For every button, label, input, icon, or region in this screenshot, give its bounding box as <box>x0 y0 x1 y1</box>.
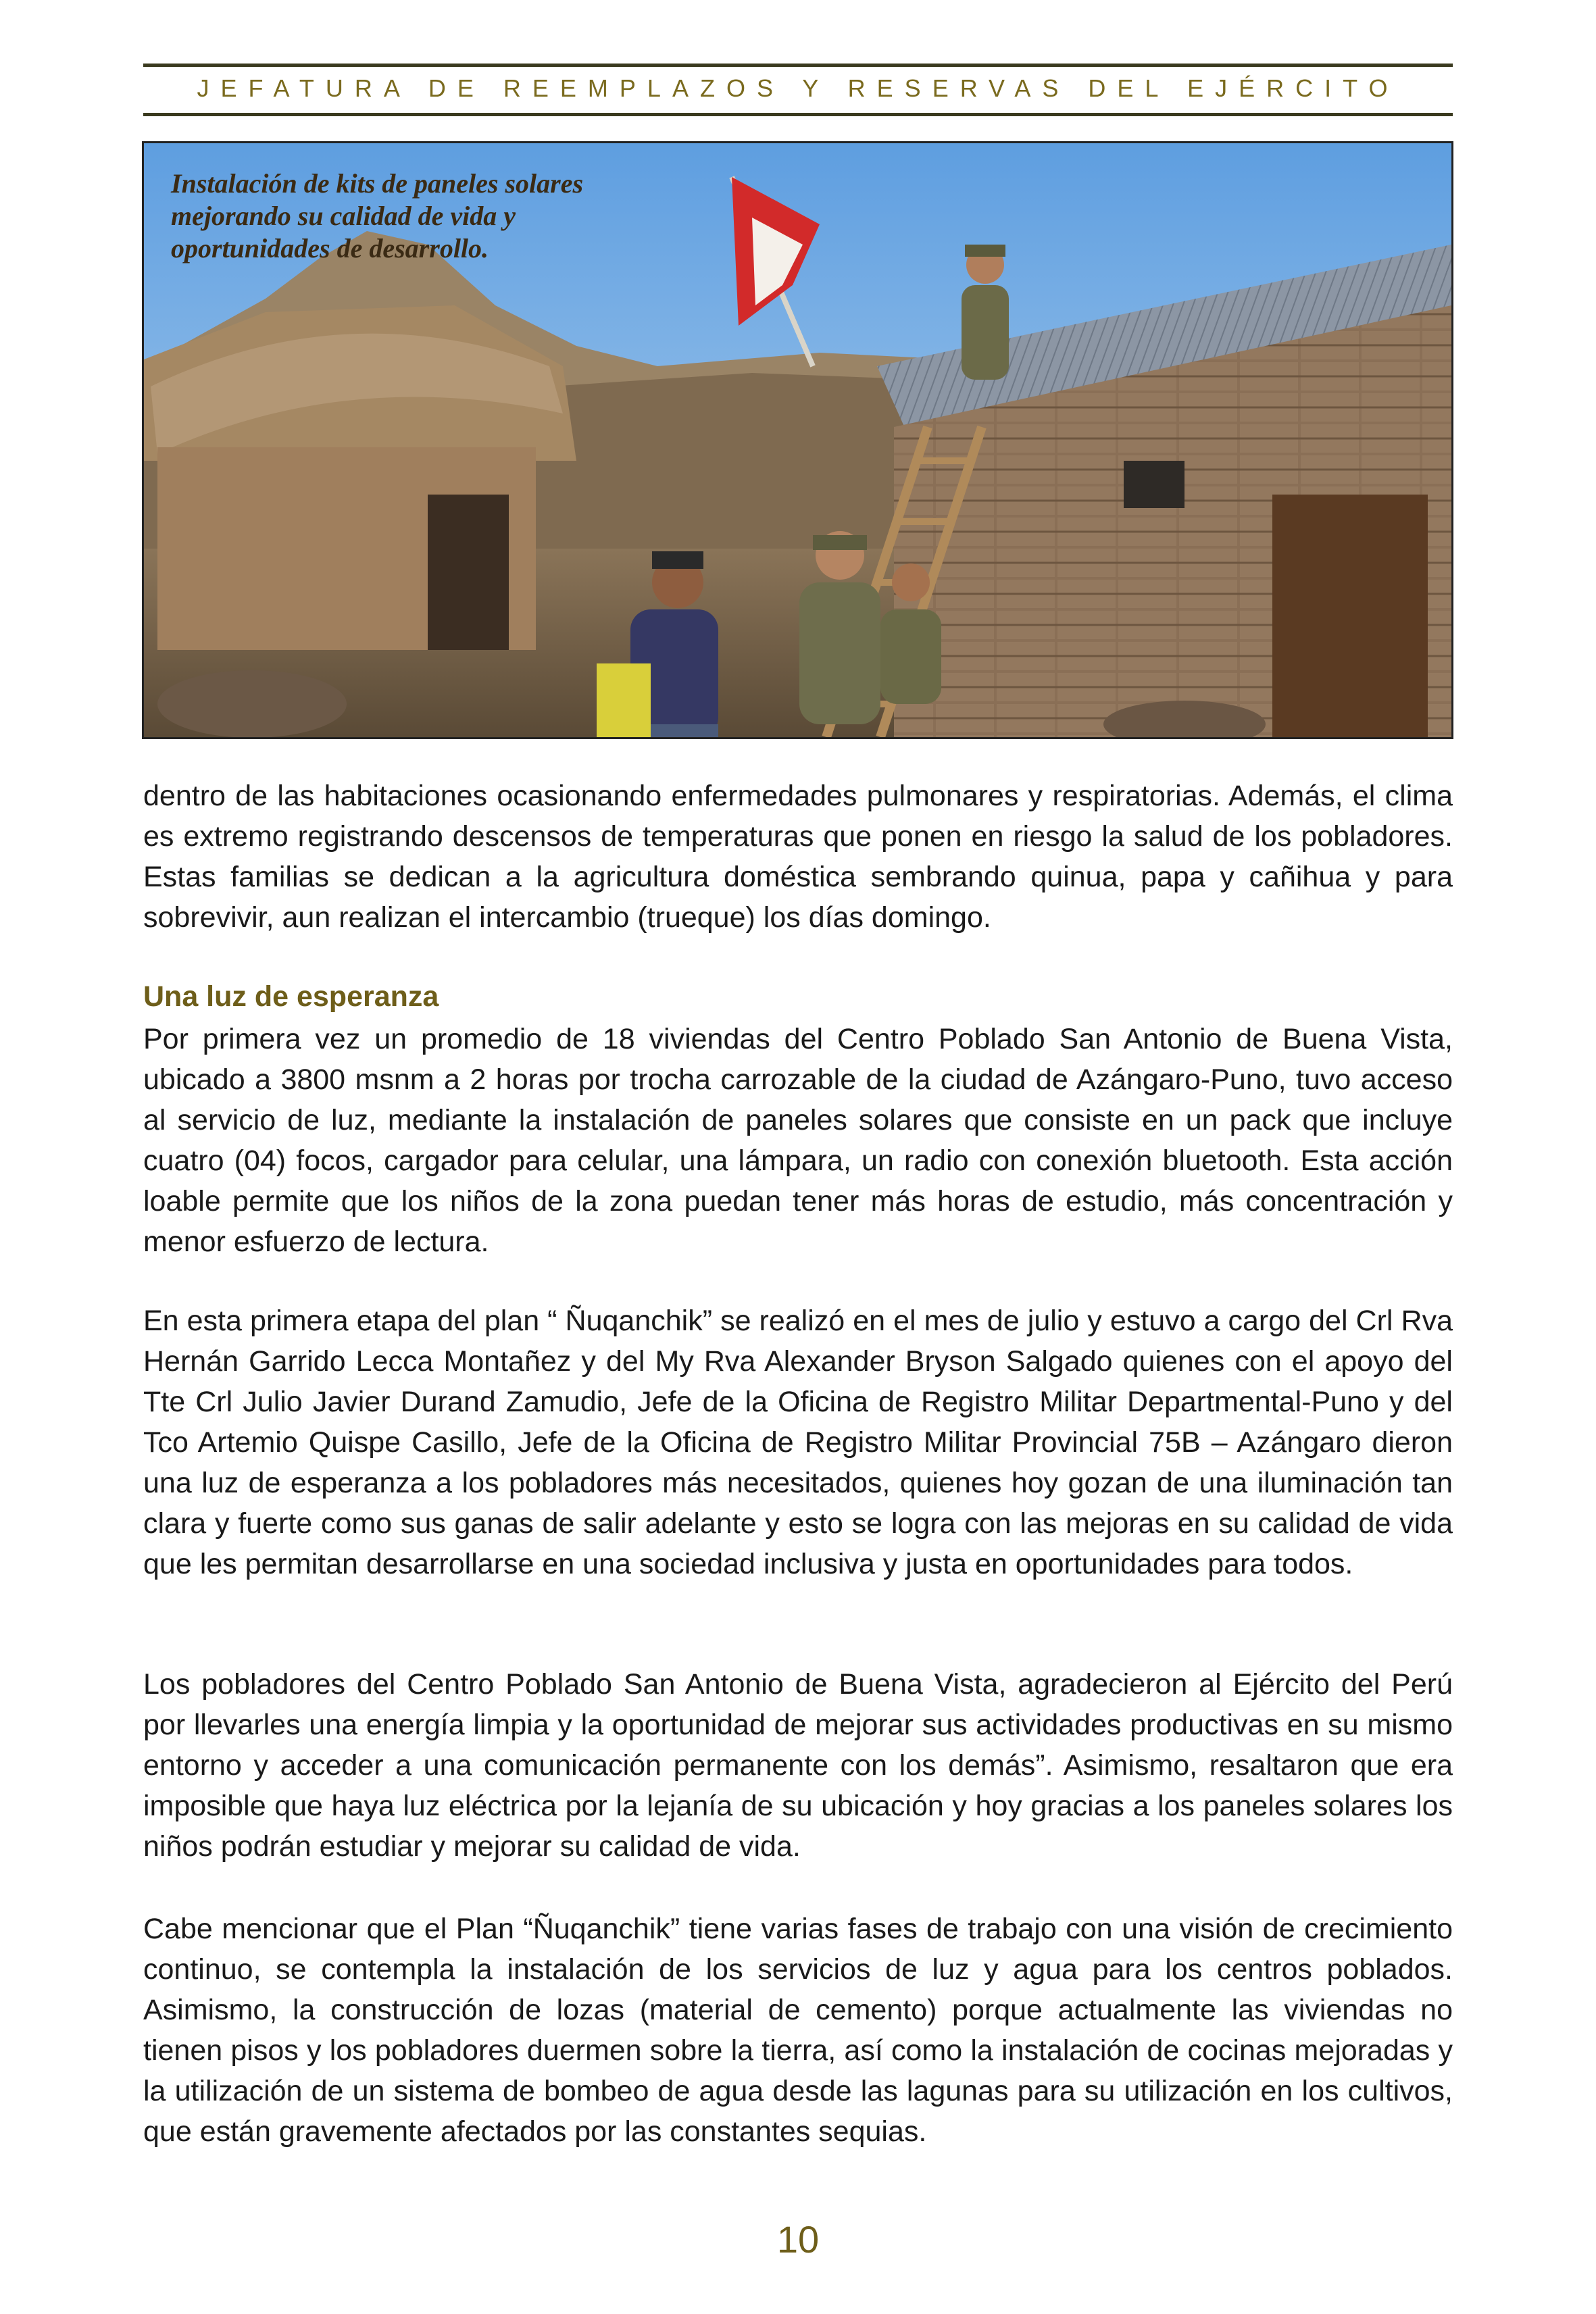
photo-caption: Instalación de kits de paneles solares mejorando su calidad de vida y oportunidades de desarrollo. <box>171 168 584 263</box>
header-rule-bottom <box>143 113 1453 116</box>
paragraph-4: Los pobladores del Centro Poblado San Antonio de Buena Vista, agradecieron al Ejército del Perú por llevarles una energía limpia y la oportunidad de mejorar sus actividades productivas en su mismo entorno y acceder a una comunicación permanente con los demás”. Asimismo, resaltaron que era imposible que haya luz eléctrica por la lejanía de su ubicación y hoy gracias a los paneles solares los niños podrán estudiar y mejorar su calidad de vida. <box>143 1668 1453 1863</box>
article-photo <box>142 141 1453 739</box>
paragraph-5: Cabe mencionar que el Plan “Ñuqanchik” tiene varias fases de trabajo con una visión de crecimiento continuo, se contempla la instalación de los servicios de luz y agua para los centros poblados. Asimismo, la construcción de lozas (material de cemento) porque actualmente las viviendas no tienen pisos y los pobladores duermen sobre la tierra, así como la instalación de cocinas mejoradas y la utilización de un sistema de bombeo de agua desde las lagunas para su utilización en los cultivos, que están gravemente afectados por las constantes sequias. <box>143 1913 1453 2148</box>
header-title: JEFATURA DE REEMPLAZOS Y RESERVAS DEL EJÉRCITO <box>197 74 1399 102</box>
paragraph-1: dentro de las habitaciones ocasionando enfermedades pulmonares y respiratorias. Además, el clima es extremo registrando descensos de temperaturas que ponen en riesgo la salud de los pobladores. Estas familias se dedican a la agricultura doméstica sembrando quinua, papa y cañihua y para sobrevivir, aun realizan el intercambio (trueque) los días domingo. <box>143 780 1453 934</box>
paragraph-2: Por primera vez un promedio de 18 viviendas del Centro Poblado San Antonio de Buena Vista, ubicado a 3800 msnm a 2 horas por trocha carrozable de la ciudad de Azángaro-Puno, tuvo acceso al servicio de luz, mediante la instalación de paneles solares que consiste en un pack que incluye cuatro (04) focos, cargador para celular, una lámpara, un radio con conexión bluetooth. Esta acción loable permite que los niños de la zona puedan tener más horas de estudio, más concentración y menor esfuerzo de lectura. <box>143 1023 1453 1258</box>
header-rule-top <box>143 64 1453 67</box>
page-number: 10 <box>776 2218 820 2261</box>
paragraph-3: En esta primera etapa del plan “ Ñuqanchik” se realizó en el mes de julio y estuvo a cargo del Crl Rva Hernán Garrido Lecca Montañez y del My Rva Alexander Bryson Salgado quienes con el apoyo del Tte Crl Julio Javier Durand Zamudio, Jefe de la Oficina de Registro Militar Departmental-Puno y del Tco Artemio Quispe Casillo, Jefe de la Oficina de Registro Militar Provincial 75B – Azángaro dieron una luz de esperanza a los pobladores más necesitados, quienes hoy gozan de una iluminación tan clara y fuerte como sus ganas de salir adelante y esto se logra con las mejoras en su calidad de vida que les permitan desarrollarse en una sociedad inclusiva y justa en oportunidades para todos. <box>143 1305 1453 1580</box>
section-subheading: Una luz de esperanza <box>143 980 439 1013</box>
